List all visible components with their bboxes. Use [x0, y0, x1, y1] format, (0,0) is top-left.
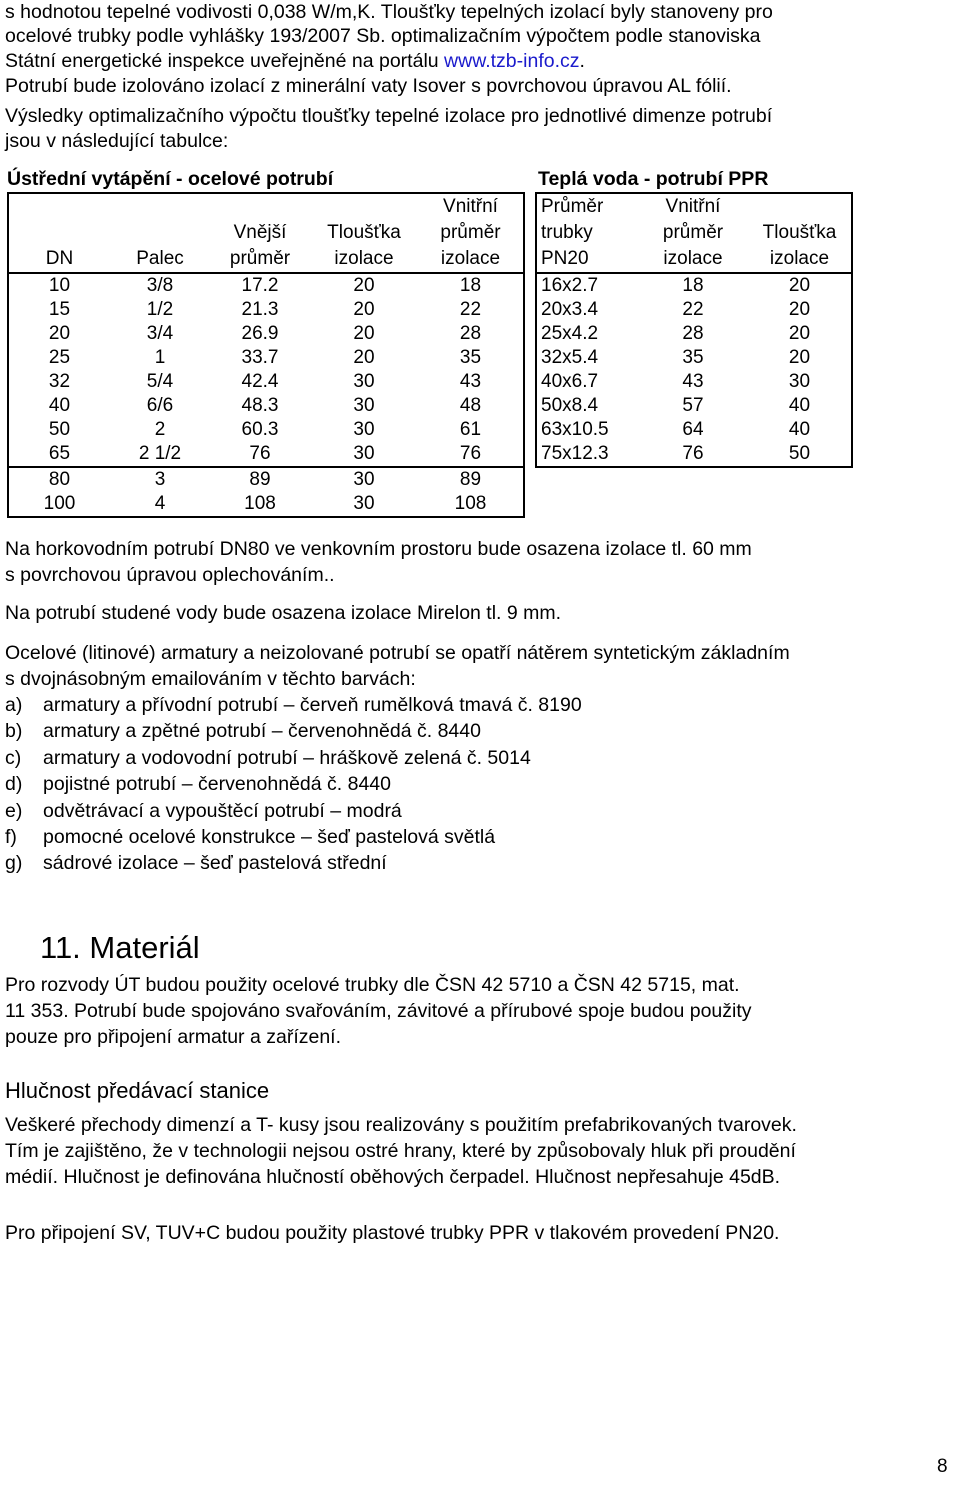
- table-cell: 50: [48, 419, 71, 440]
- section-number: 11.: [40, 930, 81, 965]
- list-item: [5, 718, 481, 744]
- table-cell: 40: [788, 395, 811, 416]
- table-cell: 3/8: [110, 273, 210, 298]
- table-cell: 35: [459, 347, 482, 368]
- table-cell: 4: [154, 493, 166, 514]
- noise-line-2: Tím je zajištěno, že v technologii nejsou ostré hrany, které by způsobovaly hluk při proudění: [5, 1140, 796, 1162]
- table-cell: 32x5.4: [541, 347, 599, 368]
- table-cell: 43: [682, 371, 704, 392]
- table-cell: 10: [8, 273, 110, 298]
- intro-line-4: Potrubí bude izolováno izolací z minerální vaty Isover s povrchovou úpravou AL fólií.: [5, 75, 732, 97]
- table-cell: 18: [418, 273, 524, 298]
- hot-water-ppr-table: [535, 192, 853, 468]
- table-cell: 40: [48, 395, 71, 416]
- list-text: armatury a přívodní potrubí – červeň rumělková tmavá č. 8190: [43, 694, 582, 716]
- header-inner-insulation-diameter: Vnitřní průměr izolace: [440, 196, 501, 269]
- header-insulation-thickness: Tloušťka izolace: [327, 222, 401, 269]
- table-cell: 65: [48, 443, 71, 464]
- table-cell: 3/4: [146, 323, 174, 344]
- table-cell: 40: [788, 419, 811, 440]
- table-cell: 40x6.7: [541, 371, 599, 392]
- intro-line-3-end: .: [579, 50, 585, 72]
- list-marker: f): [5, 826, 17, 848]
- list-item: [5, 745, 531, 771]
- table-cell: 48: [459, 395, 482, 416]
- table-cell: 3: [110, 467, 210, 492]
- table-cell: 20: [48, 323, 71, 344]
- intro-line-6: jsou v následující tabulce:: [5, 130, 229, 152]
- list-item: [5, 692, 582, 718]
- intro-line-3-text: Státní energetické inspekce uveřejněné na portálu: [5, 50, 445, 72]
- table-row: [536, 370, 852, 394]
- table-cell: 57: [682, 395, 704, 416]
- table-cell: 20: [748, 273, 852, 298]
- table-cell: 89: [418, 467, 524, 492]
- paint-paragraph-line-1: Ocelové (litinové) armatury a neizolované potrubí se opatří nátěrem syntetickým základním: [5, 642, 790, 664]
- table-cell: 30: [353, 371, 375, 392]
- page-number: 8: [937, 1456, 948, 1477]
- table-row: [536, 442, 852, 467]
- table-cell: 30: [353, 395, 375, 416]
- table-cell: 20x3.4: [541, 299, 599, 320]
- table-cell: 6/6: [146, 395, 174, 416]
- paint-paragraph-line-2: s dvojnásobným emailováním v těchto barvách:: [5, 668, 416, 690]
- table-cell: 89: [210, 467, 310, 492]
- list-item: [5, 824, 495, 850]
- list-text: sádrové izolace – šeď pastelová střední: [43, 852, 387, 875]
- list-marker: b): [5, 720, 23, 743]
- table-row: [536, 322, 852, 346]
- table-cell: 35: [682, 347, 704, 368]
- tzb-info-link[interactable]: www.tzb-info.cz: [444, 50, 580, 72]
- table-row: [8, 346, 524, 370]
- table1-title: Ústřední vytápění - ocelové potrubí: [7, 168, 334, 190]
- table-cell: 25x4.2: [541, 323, 599, 344]
- table-row: [8, 298, 524, 322]
- list-text: armatury a zpětné potrubí – červenohnědá č. 8440: [43, 720, 481, 743]
- intro-line-5: Výsledky optimalizačního výpočtu tloušťky tepelné izolace pro jednotlivé dimenze potrubí: [5, 105, 773, 127]
- list-text: pojistné potrubí – červenohnědá č. 8440: [43, 773, 392, 796]
- table-cell: 26.9: [241, 323, 279, 344]
- list-marker: e): [5, 799, 23, 822]
- table-cell: 33.7: [241, 347, 279, 368]
- table-cell: 80: [8, 467, 110, 492]
- table-cell: 16x2.7: [536, 273, 638, 298]
- table-cell: 43: [459, 371, 482, 392]
- header-outer-diameter: Vnější průměr: [229, 222, 291, 269]
- table-row: [536, 394, 852, 418]
- table-cell: 64: [682, 419, 704, 440]
- table-row: [8, 418, 524, 442]
- table-cell: 42.4: [241, 371, 279, 392]
- table-cell: 100: [43, 493, 76, 514]
- table-cell: 28: [682, 323, 704, 344]
- intro-line-3: [5, 48, 585, 74]
- list-item: [5, 771, 391, 797]
- list-item: [5, 798, 402, 824]
- material-line-1: Pro rozvody ÚT budou použity ocelové trubky dle ČSN 42 5710 a ČSN 42 5715, mat.: [5, 974, 740, 996]
- table-cell: 76: [459, 443, 482, 464]
- table-cell: 21.3: [241, 299, 279, 320]
- table-cell: 61: [459, 419, 482, 440]
- cold-water-insulation: Na potrubí studené vody bude osazena izolace Mirelon tl. 9 mm.: [5, 602, 562, 624]
- table-row: [536, 273, 852, 298]
- table-row: [536, 346, 852, 370]
- table-cell: 108: [454, 493, 487, 514]
- list-marker: c): [5, 746, 22, 769]
- table-row: [8, 442, 524, 467]
- table-cell: 60.3: [241, 419, 279, 440]
- table-cell: 2: [154, 419, 166, 440]
- material-line-3: pouze pro připojení armatur a zařízení.: [5, 1026, 342, 1048]
- table-cell: 30: [353, 419, 375, 440]
- table-cell: 30: [310, 467, 418, 492]
- list-text: pomocné ocelové konstrukce – šeď pastelová světlá: [43, 826, 496, 848]
- table-cell: 28: [459, 323, 482, 344]
- table-row: [536, 418, 852, 442]
- table-cell: 18: [638, 273, 748, 298]
- outdoor-insulation-line-1: Na horkovodním potrubí DN80 ve venkovním prostoru bude osazena izolace tl. 60 mm: [5, 538, 752, 560]
- table-row: [8, 467, 524, 492]
- list-item: [5, 850, 387, 876]
- section-title: Materiál: [89, 930, 200, 965]
- table-cell: 76: [682, 443, 704, 464]
- table-cell: 30: [353, 493, 375, 514]
- header-pipe-diameter: Průměr trubky PN20: [541, 196, 604, 269]
- header-insulation-thickness: Tloušťka izolace: [762, 222, 837, 269]
- table-cell: 20: [788, 347, 811, 368]
- section-heading: [40, 928, 200, 968]
- ppr-connection-paragraph: Pro připojení SV, TUV+C budou použity plastové trubky PPR v tlakovém provedení PN20.: [5, 1222, 780, 1244]
- table-cell: 20: [353, 347, 375, 368]
- table-cell: 20: [310, 273, 418, 298]
- table-cell: 30: [788, 371, 811, 392]
- noise-line-3: médií. Hlučnost je definována hlučností oběhových čerpadel. Hlučnost nepřesahuje 45dB.: [5, 1166, 781, 1188]
- table-cell: 108: [244, 493, 276, 514]
- header-palec: Palec: [136, 248, 184, 269]
- table-row: [8, 492, 524, 517]
- table-cell: 20: [353, 323, 375, 344]
- table-cell: 20: [353, 299, 375, 320]
- table-cell: 22: [459, 299, 482, 320]
- intro-line-1: s hodnotou tepelné vodivosti 0,038 W/m,K. Tloušťky tepelných izolací byly stanoveny pro: [5, 1, 773, 23]
- noise-line-1: Veškeré přechody dimenzí a T- kusy jsou realizovány s použitím prefabrikovaných tvarovek.: [5, 1114, 797, 1136]
- table-cell: 20: [788, 323, 811, 344]
- table-row: [8, 394, 524, 418]
- header-dn: DN: [45, 248, 74, 269]
- table-cell: 48.3: [241, 395, 279, 416]
- list-text: odvětrávací a vypouštěcí potrubí – modrá: [43, 799, 402, 822]
- outdoor-insulation-line-2: s povrchovou úpravou oplechováním..: [5, 564, 335, 586]
- table-cell: 50x8.4: [541, 395, 599, 416]
- table-cell: 50: [788, 443, 811, 464]
- subsection-title: Hlučnost předávací stanice: [5, 1078, 270, 1103]
- table-cell: 32: [48, 371, 71, 392]
- header-inner-insulation-diameter: Vnitřní průměr izolace: [662, 196, 724, 269]
- table-row: [536, 298, 852, 322]
- table-cell: 17.2: [210, 273, 310, 298]
- table-cell: 5/4: [146, 371, 174, 392]
- table-cell: 25: [48, 347, 71, 368]
- list-marker: g): [5, 852, 23, 875]
- table-cell: 63x10.5: [541, 419, 609, 440]
- heating-pipe-table: [7, 192, 525, 518]
- table-cell: 75x12.3: [541, 443, 609, 464]
- table-row: [8, 322, 524, 346]
- table2-title: Teplá voda - potrubí PPR: [538, 168, 769, 190]
- table-cell: 30: [353, 443, 375, 464]
- material-line-2: 11 353. Potrubí bude spojováno svařováním, závitové a přírubové spoje budou použity: [5, 1000, 752, 1022]
- table-row: [8, 273, 524, 298]
- list-marker: d): [5, 773, 23, 796]
- table-cell: 22: [682, 299, 704, 320]
- intro-line-2: ocelové trubky podle vyhlášky 193/2007 Sb. optimalizačním výpočtem podle stanoviska: [5, 25, 761, 47]
- table-cell: 1: [154, 347, 166, 368]
- table-cell: 1/2: [146, 299, 174, 320]
- table-cell: 76: [249, 443, 271, 464]
- table-cell: 20: [788, 299, 811, 320]
- list-marker: a): [5, 694, 23, 716]
- table-cell: 15: [48, 299, 71, 320]
- list-text: armatury a vodovodní potrubí – hráškově zelená č. 5014: [43, 746, 531, 769]
- table-cell: 2 1/2: [138, 443, 182, 464]
- table-row: [8, 370, 524, 394]
